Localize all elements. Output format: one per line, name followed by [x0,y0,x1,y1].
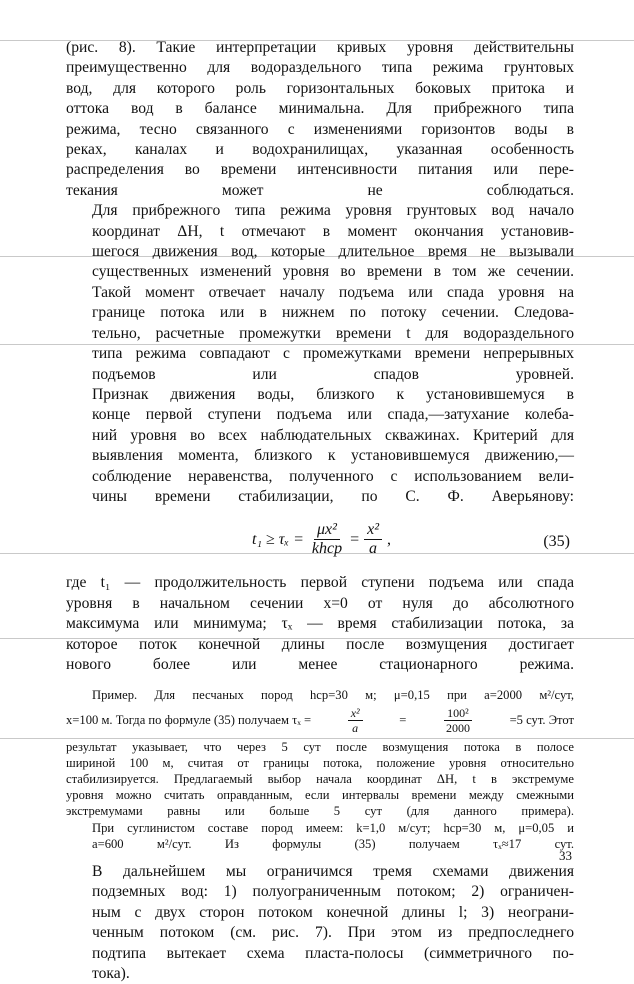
text-line: оттока вод в балансе минимальна. Для прибрежного типа [66,100,574,118]
formula-left: t₁ ≥ τₓ = [252,530,304,548]
text-line: подъемов или спадов уровней. [92,365,574,383]
text-line: Для прибрежного типа режима уровня грунтовых вод начало [92,202,574,220]
formula-equals: = [350,530,360,548]
fraction-numerator: 100² [444,706,472,721]
fraction-denominator: khср [311,540,343,558]
fraction-denominator: a [352,720,359,735]
text-fragment: = [399,712,407,727]
text-line: уровня можно считать оправданным, если интервалы времени между смежными [66,788,574,803]
text-line: текания может не соблюдаться. [66,181,574,199]
text-line: конце первой ступени подъема или спада,—затухание колеба- [92,406,574,424]
text-line: экстремумами равны или больше 5 сут (для данного примера). [66,804,574,819]
text-line: ченным потоком (см. рис. 7). При этом из предпоследнего [92,924,574,942]
text-line: границе потока или в нижнем по потоку сечении. Следова- [92,304,574,322]
text-line: В дальнейшем мы ограничимся тремя схемами движения [92,863,574,880]
example-fraction [348,706,363,735]
formula-fraction [364,521,382,558]
equation-number: (35) [543,533,570,551]
text-line: (рис. 8). Такие интерпретации кривых уровня действительны [66,39,574,56]
text-line: максимума или минимума; τₓ — время стабилизации потока, за [66,615,574,633]
text-line: существенных изменений уровня во времени в том же сечении. [92,263,574,281]
text-line: При суглинистом составе пород имеем: k=1,0 м/сут; hср=30 м, μ=0,05 и [92,820,574,835]
text-line: соблюдение неравенства, полученного с использованием вели- [92,467,574,485]
formula-expression [252,521,391,558]
fraction-denominator: 2000 [445,720,470,735]
formula-fraction [309,521,345,558]
text-line: тельно, расчетные промежутки времени t для водораздельного [92,324,574,342]
text-line: чины времени стабилизации, по С. Ф. Аверьянову: [92,487,574,505]
text-fragment: x=100 м. Тогда по формуле (35) получаем τₓ = [66,712,312,727]
text-line: преимущественно для водораздельного типа режима грунтовых [66,59,574,77]
text-line: координат ΔH, t отмечают в момент окончания установив- [92,222,574,240]
paragraph-1 [66,38,574,201]
text-line: реках, каналах и водохранилищах, указанная особенность [66,141,574,159]
fraction-denominator: a [369,540,378,558]
example-loam [66,820,574,852]
text-line: типа режима совпадают с промежутками времени непрерывных [92,345,574,363]
text-line: a=600 м²/сут. Из формулы (35) получаем τₓ≈17 сут. [92,836,574,851]
example-block [66,687,574,852]
text-line: выявления момента, близкого к установившемуся движению,— [92,447,574,465]
text-fragment: =5 сут. Этот [509,712,574,727]
text-line: ным с двух сторон потоком конечной длины l; 3) неограни- [92,903,574,921]
text-line: тока). [92,965,130,983]
text-line: где t₁ — продолжительность первой ступени подъема или спада [66,574,574,592]
formula-35 [66,513,574,571]
text-line: вод, для которого роль горизонтальных боковых притока и [66,79,574,97]
example-text [66,739,574,820]
text-line: шириной 100 м, считая от границы потока, положение уровня относительно [66,755,574,770]
example-line-1 [66,687,574,703]
text-line: распределения во времени интенсивности питания или пере- [66,161,574,179]
formula-tail: , [387,530,391,548]
text-line: подземных вод: 1) полуограниченным потоком; 2) ограничен- [92,883,574,901]
text-line: стабилизируется. Предлагаемый выбор начала координат ΔH, t в экстремуме [66,771,574,786]
example-formula-line [66,706,574,735]
text-line: нового более или менее стационарного режима. [66,655,574,673]
paragraph-5 [66,862,574,984]
text-line: уровня в начальном сечении x=0 от нуля до абсолютного [66,594,574,612]
text-line: режима, тесно связанного с изменениями горизонтов воды в [66,120,574,138]
fraction-numerator: μx² [314,521,340,540]
text-line: Пример. Для песчаных пород hср=30 м; μ=0,15 при a=2000 м²/сут, [92,688,574,703]
page-number: 33 [559,848,572,863]
text-line: Признак движения воды, близкого к установившемуся в [92,385,574,403]
example-fraction [443,706,473,735]
paragraph-4 [66,573,574,675]
text-line: шегося движения вод, которые длительное время не вызывали [92,243,574,261]
document-page [66,38,574,984]
text-line: ний уровня во всех наблюдательных скважинах. Критерий для [92,426,574,444]
text-line: подтипа вытекает схема пласта-полосы (симметричного по- [92,944,574,962]
paragraph-3 [66,385,574,507]
text-line: результат указывает, что через 5 сут после возмущения потока в полосе [66,739,574,754]
fraction-numerator: x² [348,706,363,721]
text-line: которое поток конечной длины после возмущения достигает [66,635,574,653]
fraction-numerator: x² [364,521,382,540]
text-line: Такой момент отвечает началу подъема или спада уровня на [92,283,574,301]
paragraph-2 [66,201,574,385]
